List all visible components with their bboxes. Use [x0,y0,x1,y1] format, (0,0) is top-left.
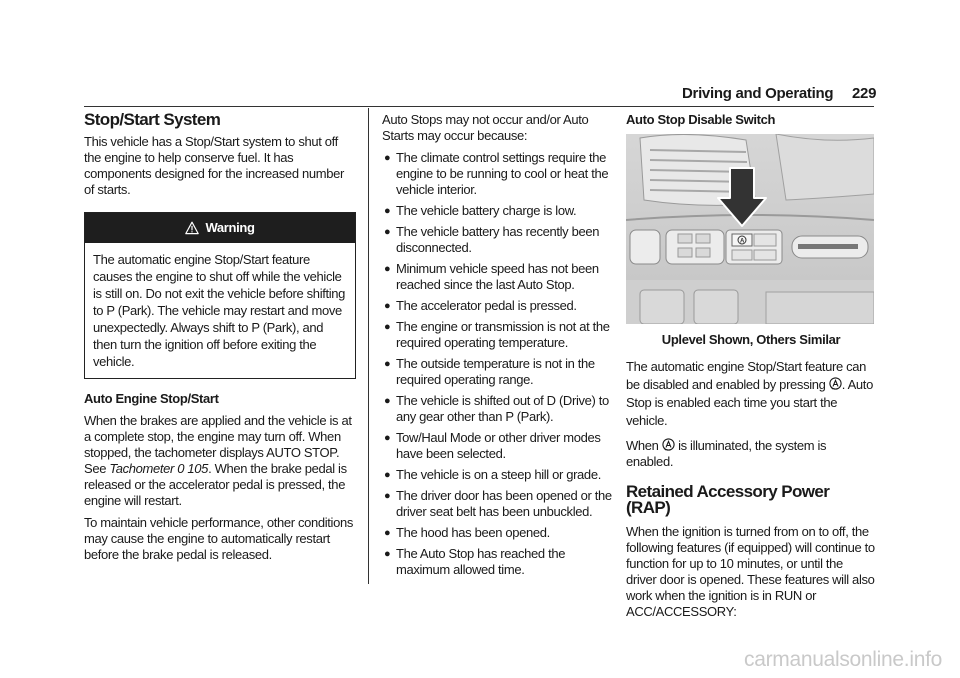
tachometer-reference-link[interactable]: Tachometer [109,461,175,476]
bullet-icon: ● [384,527,391,539]
condition-list-item [382,203,614,219]
svg-text:A: A [740,238,744,245]
conditions-intro: Auto Stops may not occur and/or Auto Starts may occur because: [382,112,589,143]
condition-text: The engine or transmission is not at the required operating temperature. [396,319,610,350]
condition-list-item [382,393,614,425]
page-number: 229 [852,85,877,102]
condition-text: The outside temperature is not in the required operating range. [396,356,595,387]
column-1 [84,112,356,563]
warning-triangle-icon [185,221,199,235]
auto-stop-paragraph-2: To maintain vehicle performance, other conditions may cause the engine to automatically restart before the brake pedal is released. [84,515,354,562]
condition-list-item [382,546,614,578]
bullet-icon: ● [384,490,391,502]
bullet-icon: ● [384,205,391,217]
auto-stop-heading: Auto Engine Stop/Start [84,391,219,406]
auto-stop-p1-continued: . When the brake pedal is released or the accelerator pedal is pressed, the engine will restart. [84,461,347,508]
condition-text: The vehicle battery charge is low. [396,203,577,218]
warning-header [85,213,355,243]
watermark: carmanualsonline.info [744,648,942,671]
condition-list-item [382,488,614,520]
bullet-icon: ● [384,358,391,370]
condition-text: The vehicle battery has recently been disconnected. [396,224,600,255]
rap-title: Retained Accessory Power (RAP) [626,482,830,517]
condition-list-item [382,298,614,314]
bullet-icon: ● [384,395,391,407]
rap-paragraph: When the ignition is turned from on to off, the following features (if equipped) will continue to function for up to 10 minutes, or until the driver door is opened. These features will also work when the ignition is in RUN or ACC/ACCESSORY: [626,524,875,619]
auto-stop-button-icon [829,377,842,390]
auto-stop-switch-figure [626,134,874,324]
bullet-icon: ● [384,226,391,238]
condition-list-item [382,356,614,388]
condition-list-item [382,430,614,462]
auto-stop-indicator-icon [662,438,675,451]
condition-text: The vehicle is shifted out of D (Drive) to any gear other than P (Park). [396,393,609,424]
condition-list-item [382,224,614,256]
condition-text: The climate control settings require the engine to be running to cool or heat the vehicle interior. [396,150,609,197]
warning-box [84,212,356,379]
illuminated-paragraph [626,438,876,470]
condition-text: The accelerator pedal is pressed. [396,298,577,313]
column-3 [626,112,876,620]
auto-stop-p1-text: When the brakes are applied and the vehicle is at a complete stop, the engine may turn off. When stopped, the tachometer displays AUTO STOP. See [84,413,352,476]
bullet-icon: ● [384,321,391,333]
condition-text: Minimum vehicle speed has not been reached since the last Auto Stop. [396,261,599,292]
disable-switch-paragraph [626,358,876,430]
bullet-icon: ● [384,263,391,275]
running-header-section: Driving and Operating [682,85,834,102]
condition-text: The vehicle is on a steep hill or grade. [396,467,601,482]
switch-heading: Auto Stop Disable Switch [626,112,776,127]
header-rule [84,106,874,107]
condition-text: Tow/Haul Mode or other driver modes have been selected. [396,430,601,461]
section-title: Stop/Start System [84,110,221,129]
condition-list-item [382,150,614,198]
condition-text: The driver door has been opened or the driver seat belt has been unbuckled. [396,488,612,519]
condition-list-item [382,261,614,293]
auto-stop-paragraph-1 [84,413,356,509]
disable-text: The automatic engine Stop/Start feature can be disabled and enabled by pressing [626,359,867,392]
tachometer-page-reference[interactable]: 0 105 [177,461,209,476]
condition-list-item [382,319,614,351]
figure-caption: Uplevel Shown, Others Similar [661,332,841,347]
illuminated-text: When [626,438,662,453]
warning-text: The automatic engine Stop/Start feature causes the engine to shut off while the vehicle is still on. Do not exit the vehicle before shifting to P (Park). The vehicle may restart and move unexpectedly. Always shift to P (Park), and then turn the ignition off before exiting the vehicle. [93,252,346,369]
column-2 [382,112,614,583]
bullet-icon: ● [384,469,391,481]
bullet-icon: ● [384,300,391,312]
bullet-icon: ● [384,432,391,444]
bullet-icon: ● [384,548,391,560]
warning-label: Warning [205,220,255,235]
condition-list-item [382,525,614,541]
intro-paragraph: This vehicle has a Stop/Start system to shut off the engine to help conserve fuel. It has components designed for the increased number of starts. [84,134,344,197]
column-separator [368,108,369,584]
illuminated-text-continued: is illuminated, the system is enabled. [626,438,827,469]
disable-text-continued: . Auto Stop is enabled each time you start the vehicle. [626,377,873,428]
bullet-icon: ● [384,152,391,164]
condition-list-item [382,467,614,483]
condition-text: The hood has been opened. [396,525,550,540]
conditions-list [382,150,614,578]
condition-text: The Auto Stop has reached the maximum allowed time. [396,546,566,577]
